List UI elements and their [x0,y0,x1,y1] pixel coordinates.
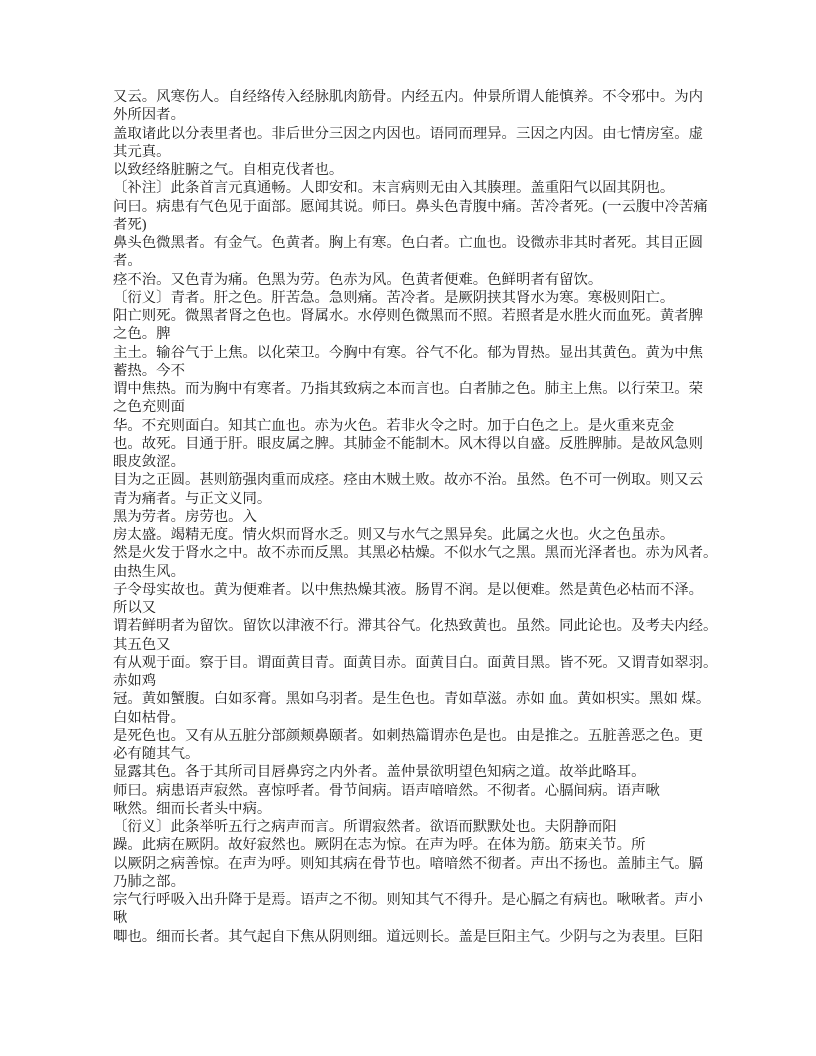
text-line: 由热生风。 [113,563,185,580]
text-line: 然是火发于肾水之中。故不赤而反黑。其黑必枯燥。不似水气之黑。黑而光泽者也。赤为风者。 [113,545,718,562]
text-line: 师曰。病患语声寂然。喜惊呼者。骨节间病。语声喑喑然。不彻者。心膈间病。语声啾 [113,782,660,799]
text-line: 盖取诸此以分表里者也。非后世分三因之内因也。语同而理异。三因之内因。由七情房室。虚 [113,125,704,142]
text-line: 其元真。 [113,143,171,160]
text-line: 赤如鸡 [113,673,157,689]
text-line: 必有随其气。 [113,746,200,762]
text-line: 目为之正圆。甚则筋强肉重而成痉。痉由木贼土败。故亦不治。虽然。色不可一例取。则又云 [113,472,704,489]
text-line: 〔衍义〕此条举听五行之病声而言。所谓寂然者。欲语而默默处也。夫阴静而阳 [113,819,617,835]
text-line: 鼻头色微黑者。有金气。色黄者。胸上有寒。色白者。亡血也。设微赤非其时者死。其目正圆 [113,235,704,251]
text-line: 显露其色。各于其所司目唇鼻窍之内外者。盖仲景欲明望色知病之道。故举此略耳。 [113,764,646,781]
text-line: 之色充则面 [113,399,185,416]
text-line: 啾然。细而长者头中病。 [113,800,272,817]
text-line: 〔补注〕此条首言元真通畅。人即安和。末言病则无由入其腠理。盖重阳气以固其阴也。 [113,180,675,197]
text-line: 宗气行呼吸入出升降于是焉。语声之不彻。则知其气不得升。是心膈之有病也。啾啾者。声小 [113,892,704,908]
text-line: 谓中焦热。而为胸中有寒者。乃指其致病之本而言也。白者肺之色。肺主上焦。以行荣卫。荣 [113,381,704,397]
text-line: 谓若鲜明者为留饮。留饮以津液不行。滞其谷气。化热致黄也。虽然。同此论也。及考夫内经。 [113,618,718,635]
text-line: 乃肺之部。 [113,873,185,890]
text-line: 痉不治。又色青为痛。色黑为劳。色赤为风。色黄者便难。色鲜明者有留饮。 [113,271,603,288]
text-line: 华。不充则面白。知其亡血也。赤为火色。若非火令之时。加于白色之上。是火重来克金 [113,417,675,434]
text-line: 黑为劳者。房劳也。入 [113,508,257,525]
text-line: 蓄热。今不 [113,362,185,379]
text-line: 以致经络脏腑之气。自相克伐者也。 [113,162,344,178]
text-block [113,88,718,946]
text-line: 唧也。细而长者。其气起自下焦从阴则细。道远则长。盖是巨阳主气。少阴与之为表里。巨阳 [113,928,704,945]
text-line: 也。故死。目通于肝。眼皮属之脾。其肺金不能制木。风木得以自盛。反胜脾肺。是故风急则 [113,435,704,452]
text-line: 以厥阴之病善惊。在声为呼。则知其病在骨节也。喑喑然不彻者。声出不扬也。盖肺主气。膈 [113,855,704,872]
text-line: 房太盛。竭精无度。情火炽而肾水乏。则又与水气之黑异矣。此属之火也。火之色虽赤。 [113,527,675,543]
text-line: 又云。风寒伤人。自经络传入经脉肌肉筋骨。内经五内。仲景所谓人能慎养。不令邪中。为内 [113,89,704,105]
text-line: 者。 [113,253,142,270]
text-line: 躁。此病在厥阴。故好寂然也。厥阴在志为惊。在声为呼。在体为筋。筋束关节。所 [113,837,646,854]
text-line: 〔衍义〕青者。肝之色。肝苦急。急则痛。苦冷者。是厥阴挟其肾水为寒。寒极则阳亡。 [113,289,675,306]
text-line: 子令母实故也。黄为便难者。以中焦热燥其液。肠胃不润。是以便难。然是黄色必枯而不泽。 [113,581,704,598]
text-line: 白如枯骨。 [113,709,185,726]
text-line: 眼皮敛涩。 [113,454,185,470]
text-line: 其五色又 [113,636,171,653]
text-line: 啾 [113,910,128,927]
text-line: 有从观于面。察于目。谓面黄目青。面黄目赤。面黄目白。面黄目黑。皆不死。又谓青如翠羽。 [113,654,718,671]
text-line: 外所因者。 [113,107,185,124]
text-line: 冠。黄如蟹腹。白如豕膏。黑如乌羽者。是生色也。青如草滋。赤如 血。黄如枳实。黑如 煤。 [113,691,711,708]
text-line: 所以又 [113,600,157,616]
text-line: 是死色也。又有从五脏分部颜颊鼻颐者。如刺热篇谓赤色是也。由是推之。五脏善恶之色。更 [113,727,704,744]
text-line: 之色。脾 [113,326,171,343]
text-line: 者死) [113,216,147,233]
text-line: 主土。输谷气于上焦。以化荣卫。今胸中有寒。谷气不化。郁为胃热。显出其黄色。黄为中焦 [113,344,704,361]
text-line: 问曰。病患有气色见于面部。愿闻其说。师曰。鼻头色青腹中痛。苦冷者死。(一云腹中冷苦痛 [113,198,708,215]
text-line: 青为痛者。与正文义同。 [113,490,272,507]
text-line: 阳亡则死。微黑者肾之色也。肾属水。水停则色微黑而不照。若照者是水胜火而血死。黄者脾 [113,308,704,324]
